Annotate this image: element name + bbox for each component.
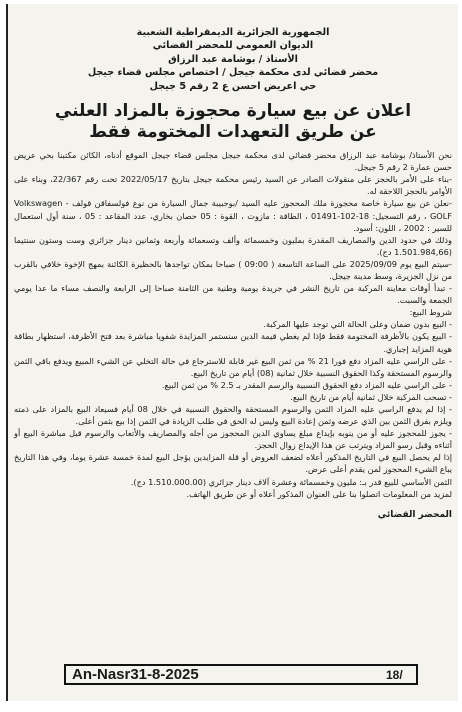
condition-item: - إذا لم يدفع الراسي عليه المزاد الثمن والرسوم المستحقة والحقوق النسبية في خلال 08 أيام فسيعاد البيع بالمزاد على ذمته ويلزم بفرق الثمن بين الذي عرضه وثمن إعادة البيع وليس له الحق في طلب الزيادة في الثمن إذا بيع بثمن أعلى. (14, 404, 452, 427)
newspaper-label: An-Nasr31-8-2025 (72, 666, 199, 683)
body-paragraph: -بناء على الأمر بالحجز على منقولات الصادر عن السيد رئيس محكمة جيجل بتاريخ 2022/05/17 تحت رقم 22/367، وبناء على الأوامر بالحجز اللاحقة له. (14, 174, 452, 197)
newspaper-footer (64, 664, 418, 685)
body-paragraph: وذلك في حدود الدين والمصاريف المقدرة بمليون وخمسمائة وألف وتسعمائة وأربعة وثمانين دينار جزائري وست وستون سنتيما (1.501.984,66 دج). (14, 234, 452, 257)
notice-content (14, 26, 452, 520)
condition-item: - البيع يكون بالأظرفة المختومة فقط فإذا لم يغطي قيمة الدين سنستمر المزايدة شفويا مباشرة بعد فتح الأظرفة، استظهار بطاقة هوية المزايد إجباري. (14, 331, 452, 354)
notice-body (14, 149, 452, 500)
body-paragraph: نحن الأستاذ/ بوشامة عبد الرزاق محضر قضائي لدى محكمة جيجل مجلس قضاء جيجل الموقع أدناه، الكائن مكتبنا بحي عريض حسن عمارة 2 رقم 5 جيجل. (14, 150, 452, 173)
notice-page (6, 4, 458, 701)
court-line: محضر قضائي لدى محكمة جيجل / اختصاص مجلس قضاء جيجل (87, 67, 379, 79)
body-paragraph: -نعلن عن بيع سيارة خاصة محجوزة ملك المحجوز عليه السيد /بوجبيبة جمال السيارة من نوع فولسفاقن قولف Volkswagen - GOLF ، رقم التسجيل: 18-102-01491 ، الطاقة : مازوت ، القوة : 05 حصان بخاري، عدد المقاعد : 05 ، سنة أول استعمال للسير : 2002 ، اللون: أسود. (14, 198, 452, 233)
bailiff-name: الأستاذ / بوشامة عبد الرزاق (168, 53, 298, 65)
office-address: حي اعريض احسن ع 2 رقم 5 جيجل (149, 80, 317, 92)
contact-line: لمزيد من المعلومات اتصلوا بنا على العنوان المذكور أعلاه أو عن طريق الهاتف. (186, 488, 452, 499)
body-paragraph: إذا لم يحصل البيع في التاريخ المذكور أعلاه لضعف العروض أو قلة المزايدين يؤجل البيع لمدة خمسة عشرة يوما، وفي هذا التاريخ يباع الشيء المحجوز لمن يقدم أعلى عرض. (14, 452, 452, 475)
notice-title: اعلان عن بيع سيارة محجوزة بالمزاد العلني (54, 101, 412, 122)
base-price-line: الثمن الأساسي للبيع قدر بـ: مليون وخمسمائة وعشرة آلاف دينار جزائري (1.510.000.00 دج). (130, 476, 452, 487)
notice-subtitle: عن طريق التعهدات المختومة فقط (89, 122, 377, 143)
letterhead (14, 26, 452, 93)
condition-item: - على الراسي عليه المزاد دفع فورا 21 % من ثمن البيع غير قابلة للاسترجاع في حالة التخلي عن الشيء المبيع ويدفع باقي الثمن والرسوم المستحقة وكذا الحقوق النسبية خلال ثمانية (08) أيام من تاريخ البيع. (14, 355, 452, 378)
condition-item: - تسحب المركبة خلال ثمانية أيام من تاريخ البيع. (290, 391, 452, 402)
office-heading: الديوان العمومي للمحضر القضائي (152, 40, 314, 52)
body-paragraph: - تبدأ أوقات معاينة المركبة من تاريخ النشر في جريدة يومية وطنية من الثامنة صباحا إلى الرابعة والنصف مساء ما عدا يومي الجمعة والسبت. (14, 283, 452, 306)
condition-item: - يجوز للمحجوز عليه أو من ينوبه بإيداع مبلغ يساوي الدين المحجوز من أجله والمصاريف والأتعاب والرسوم قبل مباشرة البيع أو أثناءه وقبل رسو المزاد ويترتب عن هذا الإيداع زوال الحجز. (14, 428, 452, 451)
republic-heading: الجمهورية الجزائرية الديمقراطية الشعبية (136, 27, 330, 38)
page-number: 18/ (386, 667, 403, 682)
condition-item: - البيع بدون ضمان وعلى الحالة التي توجد عليها المركبة. (263, 319, 452, 330)
condition-item: - على الراسي عليه المزاد دفع الحقوق النسبية والرسم المقدر بـ 2.5 % من ثمن البيع. (161, 379, 452, 390)
body-paragraph: -سيتم البيع يوم 2025/09/09 على الساعة التاسعة ( 09:00 ) صباحا بمكان تواجدها بالحظيرة الكائنة بمهج الإخوة خلافي بالقرب من نزل الجزيرة، وسط مدينة جيجل. (14, 258, 452, 281)
conditions-heading: شروط البيع: (409, 307, 452, 318)
signature: المحضر القضائي (377, 509, 452, 520)
